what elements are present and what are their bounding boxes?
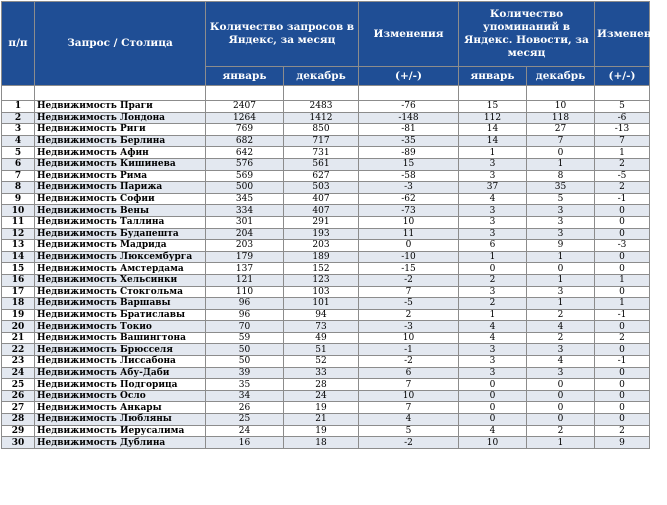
row-news-jan: 0 [459, 402, 527, 414]
blank-cell [206, 86, 284, 101]
row-news-dec: 2 [527, 309, 595, 321]
table-row [2, 158, 650, 170]
row-yandex-jan: 39 [206, 367, 284, 379]
table-row [2, 379, 650, 391]
row-number: 19 [2, 309, 35, 321]
row-news-dec: 1 [527, 437, 595, 449]
row-news-change: -5 [595, 170, 650, 182]
row-news-change: 1 [595, 274, 650, 286]
row-query: Недвижимость Люксембурга [35, 251, 206, 263]
row-yandex-dec: 123 [284, 274, 359, 286]
header-changes: Изменения [359, 2, 459, 67]
row-number: 25 [2, 379, 35, 391]
row-query: Недвижимость Анкары [35, 402, 206, 414]
row-query: Недвижимость Дублина [35, 437, 206, 449]
row-news-dec: 0 [527, 414, 595, 426]
row-number: 6 [2, 158, 35, 170]
row-news-change: -1 [595, 356, 650, 368]
row-query: Недвижимость Подгорица [35, 379, 206, 391]
row-number: 24 [2, 367, 35, 379]
row-yandex-dec: 51 [284, 344, 359, 356]
row-yandex-jan: 137 [206, 263, 284, 275]
row-news-jan: 14 [459, 135, 527, 147]
blank-cell [359, 86, 459, 101]
row-yandex-jan: 2407 [206, 101, 284, 113]
row-news-jan: 3 [459, 344, 527, 356]
row-news-dec: 9 [527, 240, 595, 252]
row-news-change: 0 [595, 321, 650, 333]
row-yandex-dec: 407 [284, 193, 359, 205]
header-changes-2: Изменения [595, 2, 650, 67]
row-yandex-dec: 850 [284, 124, 359, 136]
header-news-jan: январь [459, 67, 527, 86]
row-news-dec: 4 [527, 321, 595, 333]
row-news-dec: 3 [527, 286, 595, 298]
header-news-pm: (+/-) [595, 67, 650, 86]
row-yandex-jan: 1264 [206, 112, 284, 124]
row-news-jan: 3 [459, 170, 527, 182]
row-yandex-change: -2 [359, 274, 459, 286]
table-row [2, 390, 650, 402]
row-number: 9 [2, 193, 35, 205]
row-yandex-change: 6 [359, 367, 459, 379]
table-row [2, 135, 650, 147]
row-yandex-dec: 101 [284, 298, 359, 310]
row-news-dec: 35 [527, 182, 595, 194]
table-row [2, 321, 650, 333]
row-number: 15 [2, 263, 35, 275]
table-row [2, 414, 650, 426]
row-news-jan: 0 [459, 263, 527, 275]
blank-cell [284, 86, 359, 101]
table-row [2, 274, 650, 286]
row-news-jan: 37 [459, 182, 527, 194]
row-yandex-jan: 179 [206, 251, 284, 263]
row-news-dec: 0 [527, 402, 595, 414]
row-news-jan: 4 [459, 321, 527, 333]
row-news-dec: 0 [527, 379, 595, 391]
row-news-jan: 4 [459, 193, 527, 205]
row-yandex-jan: 203 [206, 240, 284, 252]
row-news-jan: 1 [459, 309, 527, 321]
table-row [2, 216, 650, 228]
row-yandex-change: 0 [359, 240, 459, 252]
row-yandex-jan: 642 [206, 147, 284, 159]
row-news-jan: 0 [459, 414, 527, 426]
row-news-change: -3 [595, 240, 650, 252]
row-number: 2 [2, 112, 35, 124]
row-query: Недвижимость Абу-Даби [35, 367, 206, 379]
row-news-change: 0 [595, 402, 650, 414]
row-query: Недвижимость Вашингтона [35, 332, 206, 344]
row-news-jan: 3 [459, 367, 527, 379]
row-number: 23 [2, 356, 35, 368]
table-row [2, 193, 650, 205]
row-yandex-change: -73 [359, 205, 459, 217]
table-row [2, 182, 650, 194]
row-yandex-change: -58 [359, 170, 459, 182]
row-news-jan: 3 [459, 158, 527, 170]
row-number: 22 [2, 344, 35, 356]
row-yandex-dec: 503 [284, 182, 359, 194]
row-news-dec: 10 [527, 101, 595, 113]
row-yandex-change: 7 [359, 286, 459, 298]
row-yandex-dec: 52 [284, 356, 359, 368]
row-yandex-jan: 96 [206, 298, 284, 310]
row-news-jan: 2 [459, 298, 527, 310]
table-row [2, 425, 650, 437]
row-yandex-jan: 59 [206, 332, 284, 344]
row-query: Недвижимость Братиславы [35, 309, 206, 321]
row-query: Недвижимость Брюсселя [35, 344, 206, 356]
table-row [2, 101, 650, 113]
row-yandex-dec: 627 [284, 170, 359, 182]
row-yandex-change: 7 [359, 402, 459, 414]
row-yandex-change: -3 [359, 182, 459, 194]
row-yandex-jan: 569 [206, 170, 284, 182]
row-yandex-dec: 103 [284, 286, 359, 298]
row-news-change: 0 [595, 205, 650, 217]
row-number: 14 [2, 251, 35, 263]
row-news-dec: 1 [527, 158, 595, 170]
table-row [2, 437, 650, 449]
row-news-jan: 3 [459, 356, 527, 368]
row-query: Недвижимость Будапешта [35, 228, 206, 240]
row-news-jan: 0 [459, 390, 527, 402]
row-query: Недвижимость Лондона [35, 112, 206, 124]
real-estate-table [1, 1, 667, 449]
header-yandex-count: Количество запросов в Яндекс, за месяц [206, 2, 359, 67]
header-query: Запрос / Столица [35, 2, 206, 86]
row-query: Недвижимость Мадрида [35, 240, 206, 252]
row-news-change: 0 [595, 390, 650, 402]
row-yandex-jan: 25 [206, 414, 284, 426]
row-number: 18 [2, 298, 35, 310]
row-news-dec: 3 [527, 228, 595, 240]
row-yandex-jan: 24 [206, 425, 284, 437]
row-yandex-change: -81 [359, 124, 459, 136]
table-row [2, 170, 650, 182]
table-row [2, 402, 650, 414]
row-yandex-dec: 18 [284, 437, 359, 449]
row-news-dec: 0 [527, 390, 595, 402]
blank-cell [35, 86, 206, 101]
row-yandex-jan: 16 [206, 437, 284, 449]
row-news-dec: 5 [527, 193, 595, 205]
header-pm: (+/-) [359, 67, 459, 86]
row-query: Недвижимость Вены [35, 205, 206, 217]
row-news-dec: 1 [527, 251, 595, 263]
row-yandex-jan: 345 [206, 193, 284, 205]
row-query: Недвижимость Варшавы [35, 298, 206, 310]
row-news-jan: 3 [459, 216, 527, 228]
row-news-change: -1 [595, 309, 650, 321]
row-yandex-change: 11 [359, 228, 459, 240]
row-query: Недвижимость Кишинева [35, 158, 206, 170]
row-news-jan: 0 [459, 379, 527, 391]
row-yandex-change: 10 [359, 332, 459, 344]
row-number: 28 [2, 414, 35, 426]
row-number: 16 [2, 274, 35, 286]
header-dec: декабрь [284, 67, 359, 86]
row-news-dec: 4 [527, 356, 595, 368]
row-number: 8 [2, 182, 35, 194]
row-number: 4 [2, 135, 35, 147]
row-yandex-change: 10 [359, 216, 459, 228]
row-news-dec: 3 [527, 216, 595, 228]
row-yandex-jan: 110 [206, 286, 284, 298]
row-news-change: 0 [595, 344, 650, 356]
row-yandex-dec: 152 [284, 263, 359, 275]
row-query: Недвижимость Риги [35, 124, 206, 136]
blank-cell [527, 86, 595, 101]
row-yandex-dec: 1412 [284, 112, 359, 124]
row-news-jan: 2 [459, 274, 527, 286]
blank-row [2, 86, 650, 101]
row-news-change: 0 [595, 379, 650, 391]
row-yandex-jan: 301 [206, 216, 284, 228]
row-query: Недвижимость Праги [35, 101, 206, 113]
row-yandex-change: 15 [359, 158, 459, 170]
row-yandex-change: 2 [359, 309, 459, 321]
blank-cell [2, 86, 35, 101]
row-news-jan: 6 [459, 240, 527, 252]
row-news-jan: 3 [459, 228, 527, 240]
row-news-change: 5 [595, 101, 650, 113]
row-news-change: 0 [595, 367, 650, 379]
table-row [2, 240, 650, 252]
table-row [2, 286, 650, 298]
row-yandex-dec: 94 [284, 309, 359, 321]
row-yandex-dec: 73 [284, 321, 359, 333]
table-row [2, 228, 650, 240]
row-news-change: 2 [595, 158, 650, 170]
row-news-change: 0 [595, 286, 650, 298]
row-query: Недвижимость Таллина [35, 216, 206, 228]
row-news-dec: 0 [527, 147, 595, 159]
row-news-dec: 3 [527, 205, 595, 217]
row-number: 26 [2, 390, 35, 402]
row-yandex-jan: 500 [206, 182, 284, 194]
table-row [2, 263, 650, 275]
row-news-jan: 3 [459, 286, 527, 298]
row-news-dec: 7 [527, 135, 595, 147]
row-news-jan: 1 [459, 147, 527, 159]
row-news-dec: 3 [527, 367, 595, 379]
row-news-jan: 3 [459, 205, 527, 217]
row-news-dec: 2 [527, 332, 595, 344]
row-news-change: 0 [595, 263, 650, 275]
row-yandex-change: 10 [359, 390, 459, 402]
row-news-change: 1 [595, 298, 650, 310]
table-row [2, 344, 650, 356]
row-number: 27 [2, 402, 35, 414]
row-yandex-jan: 50 [206, 356, 284, 368]
row-yandex-jan: 121 [206, 274, 284, 286]
row-number: 3 [2, 124, 35, 136]
row-number: 21 [2, 332, 35, 344]
row-number: 13 [2, 240, 35, 252]
table-row [2, 251, 650, 263]
row-yandex-dec: 24 [284, 390, 359, 402]
row-yandex-change: -62 [359, 193, 459, 205]
row-yandex-dec: 731 [284, 147, 359, 159]
row-number: 10 [2, 205, 35, 217]
row-yandex-jan: 26 [206, 402, 284, 414]
row-yandex-change: -10 [359, 251, 459, 263]
row-news-jan: 1 [459, 251, 527, 263]
row-yandex-change: -1 [359, 344, 459, 356]
row-query: Недвижимость Иерусалима [35, 425, 206, 437]
row-yandex-dec: 407 [284, 205, 359, 217]
row-number: 12 [2, 228, 35, 240]
table-row [2, 298, 650, 310]
row-yandex-change: 7 [359, 379, 459, 391]
table-row [2, 367, 650, 379]
row-news-change: 0 [595, 251, 650, 263]
row-query: Недвижимость Парижа [35, 182, 206, 194]
row-yandex-dec: 717 [284, 135, 359, 147]
row-number: 5 [2, 147, 35, 159]
row-news-change: 2 [595, 332, 650, 344]
row-number: 29 [2, 425, 35, 437]
row-news-change: -6 [595, 112, 650, 124]
row-news-dec: 1 [527, 274, 595, 286]
header-jan: январь [206, 67, 284, 86]
row-yandex-jan: 334 [206, 205, 284, 217]
row-yandex-change: -2 [359, 437, 459, 449]
row-yandex-change: -2 [359, 356, 459, 368]
row-number: 17 [2, 286, 35, 298]
row-yandex-dec: 561 [284, 158, 359, 170]
row-yandex-dec: 33 [284, 367, 359, 379]
row-yandex-change: -3 [359, 321, 459, 333]
table-body [2, 101, 650, 449]
row-yandex-dec: 19 [284, 402, 359, 414]
row-yandex-dec: 19 [284, 425, 359, 437]
row-yandex-change: 4 [359, 414, 459, 426]
row-query: Недвижимость Амстердама [35, 263, 206, 275]
row-yandex-dec: 189 [284, 251, 359, 263]
row-query: Недвижимость Любляны [35, 414, 206, 426]
row-news-change: -13 [595, 124, 650, 136]
row-yandex-change: -76 [359, 101, 459, 113]
blank-cell [459, 86, 527, 101]
row-news-jan: 4 [459, 332, 527, 344]
row-yandex-jan: 34 [206, 390, 284, 402]
header-news-count: Количество упоминаний в Яндекс. Новости, за месяц [459, 2, 595, 67]
row-yandex-dec: 28 [284, 379, 359, 391]
row-number: 20 [2, 321, 35, 333]
row-yandex-change: -5 [359, 298, 459, 310]
row-number: 7 [2, 170, 35, 182]
row-news-change: 0 [595, 216, 650, 228]
row-number: 11 [2, 216, 35, 228]
table-row [2, 124, 650, 136]
row-yandex-dec: 49 [284, 332, 359, 344]
row-yandex-jan: 682 [206, 135, 284, 147]
row-query: Недвижимость Афин [35, 147, 206, 159]
row-yandex-change: -15 [359, 263, 459, 275]
row-news-change: 0 [595, 228, 650, 240]
row-news-dec: 8 [527, 170, 595, 182]
table-row [2, 309, 650, 321]
header-news-dec: декабрь [527, 67, 595, 86]
row-news-dec: 2 [527, 425, 595, 437]
row-yandex-change: -148 [359, 112, 459, 124]
row-news-change: 2 [595, 425, 650, 437]
row-query: Недвижимость Токио [35, 321, 206, 333]
table-row [2, 332, 650, 344]
row-query: Недвижимость Хельсинки [35, 274, 206, 286]
row-query: Недвижимость Рима [35, 170, 206, 182]
row-yandex-dec: 291 [284, 216, 359, 228]
header-num: п/п [2, 2, 35, 86]
row-yandex-dec: 203 [284, 240, 359, 252]
row-news-change: 9 [595, 437, 650, 449]
row-yandex-jan: 35 [206, 379, 284, 391]
row-yandex-change: -89 [359, 147, 459, 159]
row-news-change: 7 [595, 135, 650, 147]
row-yandex-dec: 2483 [284, 101, 359, 113]
row-yandex-jan: 70 [206, 321, 284, 333]
row-number: 1 [2, 101, 35, 113]
row-yandex-jan: 50 [206, 344, 284, 356]
row-yandex-dec: 193 [284, 228, 359, 240]
row-query: Недвижимость Лиссабона [35, 356, 206, 368]
blank-cell [595, 86, 650, 101]
row-yandex-change: 5 [359, 425, 459, 437]
row-news-jan: 112 [459, 112, 527, 124]
row-news-change: 2 [595, 182, 650, 194]
row-yandex-dec: 21 [284, 414, 359, 426]
table-row [2, 112, 650, 124]
table-row [2, 356, 650, 368]
row-news-dec: 27 [527, 124, 595, 136]
row-news-change: 0 [595, 414, 650, 426]
row-news-dec: 0 [527, 263, 595, 275]
row-news-jan: 4 [459, 425, 527, 437]
row-yandex-jan: 96 [206, 309, 284, 321]
row-yandex-jan: 576 [206, 158, 284, 170]
row-news-dec: 118 [527, 112, 595, 124]
row-yandex-jan: 769 [206, 124, 284, 136]
row-number: 30 [2, 437, 35, 449]
row-yandex-change: -35 [359, 135, 459, 147]
row-news-dec: 1 [527, 298, 595, 310]
table-row [2, 205, 650, 217]
row-news-dec: 3 [527, 344, 595, 356]
row-news-change: -1 [595, 193, 650, 205]
row-query: Недвижимость Софии [35, 193, 206, 205]
row-query: Недвижимость Стокгольма [35, 286, 206, 298]
row-yandex-jan: 204 [206, 228, 284, 240]
row-query: Недвижимость Осло [35, 390, 206, 402]
row-news-jan: 15 [459, 101, 527, 113]
table-row [2, 147, 650, 159]
row-query: Недвижимость Берлина [35, 135, 206, 147]
row-news-jan: 10 [459, 437, 527, 449]
row-news-change: 1 [595, 147, 650, 159]
row-news-jan: 14 [459, 124, 527, 136]
